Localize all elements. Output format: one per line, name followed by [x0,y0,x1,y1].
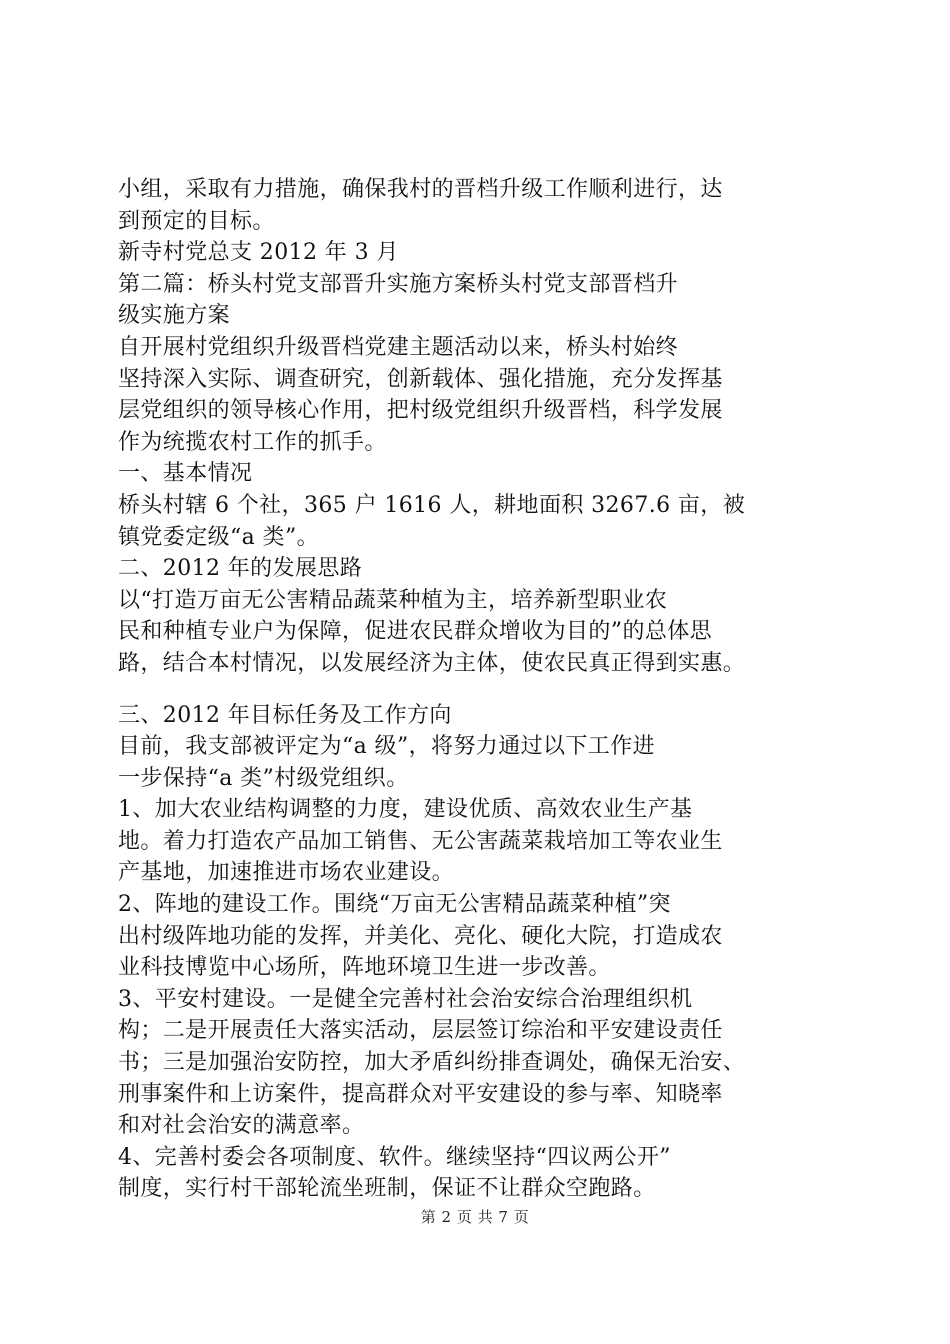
text-line: 小组，采取有力措施，确保我村的晋档升级工作顺利进行，达 [118,177,723,202]
text-line: 到预定的目标。 [118,208,275,234]
text-line: 一步保持“a 类”村级党组织。 [118,765,409,791]
signature-line: 新寺村党总支 2012 年 3 月 [118,240,399,266]
paragraph-gap [118,680,838,700]
text-line: 书；三是加强治安防控，加大矛盾纠纷排查调处，确保无治安、 [118,1050,746,1076]
text-line: 和对社会治安的满意率。 [118,1113,365,1139]
text-line: 坚持深入实际、调查研究，创新载体、强化措施，充分发挥基 [118,366,723,392]
section-heading: 级实施方案 [118,303,231,329]
text-line: 1、加大农业结构调整的力度，建设优质、高效农业生产基 [118,797,693,823]
text-line: 制度，实行村干部轮流坐班制，保证不让群众空跑路。 [118,1176,656,1202]
text-line: 业科技博览中心场所，阵地环境卫生进一步改善。 [118,955,611,981]
text-line: 民和种植专业户为保障，促进农民群众增收为目的”的总体思 [118,619,713,645]
subheading: 二、2012 年的发展思路 [118,556,363,582]
document-body [118,174,838,1205]
text-line: 产基地，加速推进市场农业建设。 [118,860,455,886]
section-heading: 第二篇：桥头村党支部晋升实施方案桥头村党支部晋档升 [118,271,679,297]
text-line: 2、阵地的建设工作。围绕“万亩无公害精品蔬菜种植”突 [118,892,671,918]
text-line: 地。着力打造农产品加工销售、无公害蔬菜栽培加工等农业生 [118,828,723,854]
text-line: 出村级阵地功能的发挥，并美化、亮化、硬化大院，打造成农 [118,923,723,949]
text-line: 以“打造万亩无公害精品蔬菜种植为主，培养新型职业农 [118,587,668,613]
text-line: 层党组织的领导核心作用，把村级党组织升级晋档，科学发展 [118,398,723,424]
text-line: 镇党委定级“a 类”。 [118,524,320,550]
text-line: 作为统揽农村工作的抓手。 [118,429,387,455]
subheading: 三、2012 年目标任务及工作方向 [118,702,452,728]
text-line: 自开展村党组织升级晋档党建主题活动以来，桥头村始终 [118,334,679,360]
text-line: 3、平安村建设。一是健全完善村社会治安综合治理组织机 [118,986,693,1012]
text-line: 目前，我支部被评定为“a 级”，将努力通过以下工作进 [118,734,656,760]
page-number-footer: 第 2 页 共 7 页 [420,1208,530,1226]
text-line: 路，结合本村情况，以发展经济为主体，使农民真正得到实惠。 [118,650,746,676]
text-line: 构；二是开展责任大落实活动，层层签订综治和平安建设责任 [118,1018,723,1044]
text-line: 刑事案件和上访案件，提高群众对平安建设的参与率、知晓率 [118,1081,723,1107]
text-line: 桥头村辖 6 个社，365 户 1616 人，耕地面积 3267.6 亩，被 [118,492,746,518]
subheading: 一、基本情况 [118,461,253,487]
text-line: 4、完善村委会各项制度、软件。继续坚持“四议两公开” [118,1144,671,1170]
